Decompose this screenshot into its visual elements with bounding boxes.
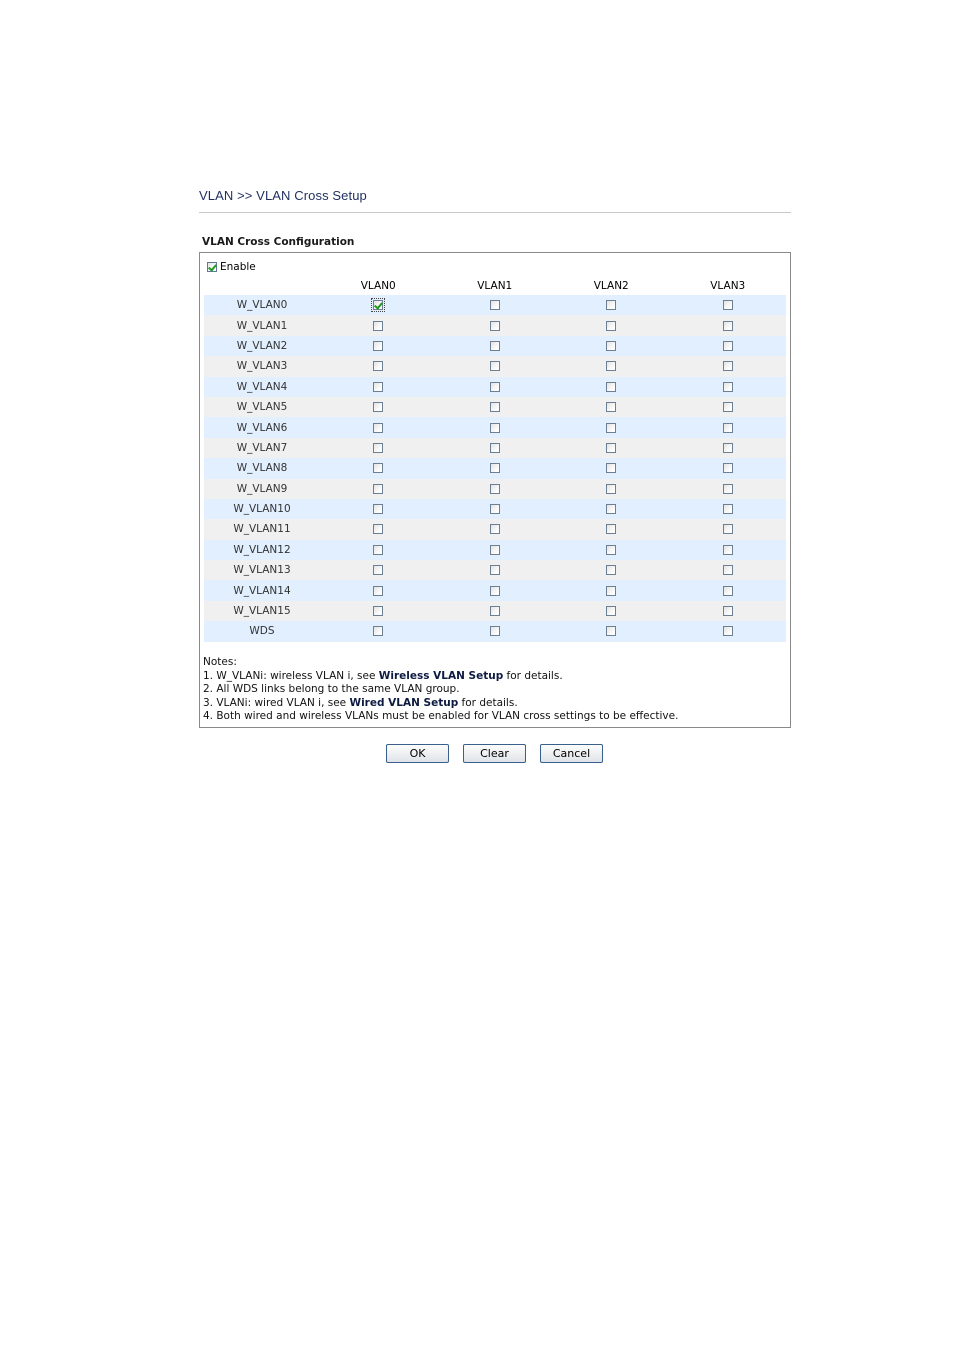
note-1-suffix: for details. <box>503 669 563 682</box>
grid-cell <box>670 626 787 636</box>
cross-checkbox-w-vlan11-vlan3[interactable] <box>723 524 733 534</box>
cross-checkbox-w-vlan11-vlan0[interactable] <box>373 524 383 534</box>
table-row <box>204 560 786 580</box>
table-row <box>204 458 786 478</box>
grid-cell <box>670 545 787 555</box>
grid-cell <box>320 606 437 616</box>
grid-cell <box>320 626 437 636</box>
notes <box>203 656 678 724</box>
notes-heading: Notes: <box>203 656 237 668</box>
grid-cell <box>437 586 554 596</box>
row-label: W_VLAN11 <box>233 523 291 536</box>
grid-cell <box>553 321 670 331</box>
row-label: W_VLAN7 <box>236 441 288 454</box>
cross-checkbox-w-vlan8-vlan2[interactable] <box>606 463 616 473</box>
grid-cell <box>670 361 787 371</box>
cross-checkbox-w-vlan7-vlan2[interactable] <box>606 443 616 453</box>
grid-cell <box>437 321 554 331</box>
table-row <box>204 580 786 600</box>
grid-cell <box>670 606 787 616</box>
table-row <box>204 377 786 397</box>
grid-header <box>204 277 786 295</box>
cross-checkbox-w-vlan9-vlan3[interactable] <box>723 484 733 494</box>
cross-checkbox-w-vlan7-vlan3[interactable] <box>723 443 733 453</box>
grid-cell <box>670 321 787 331</box>
grid-cell <box>553 626 670 636</box>
table-row <box>204 336 786 356</box>
grid-cell <box>670 341 787 351</box>
cross-checkbox-w-vlan4-vlan0[interactable] <box>373 382 383 392</box>
cross-checkbox-w-vlan6-vlan2[interactable] <box>606 423 616 433</box>
cross-checkbox-w-vlan5-vlan1[interactable] <box>490 402 500 412</box>
table-row <box>204 601 786 621</box>
cross-checkbox-w-vlan0-vlan0[interactable] <box>373 300 383 310</box>
cross-checkbox-w-vlan10-vlan2[interactable] <box>606 504 616 514</box>
table-row <box>204 540 786 560</box>
cross-checkbox-w-vlan10-vlan0[interactable] <box>373 504 383 514</box>
grid-cell <box>670 423 787 433</box>
cross-checkbox-w-vlan15-vlan3[interactable] <box>723 606 733 616</box>
cross-checkbox-w-vlan5-vlan3[interactable] <box>723 402 733 412</box>
grid-cell <box>437 626 554 636</box>
cross-checkbox-w-vlan5-vlan2[interactable] <box>606 402 616 412</box>
note-2: 2. All WDS links belong to the same VLAN group. <box>203 683 460 695</box>
enable-toggle[interactable] <box>207 261 256 273</box>
column-header-vlan2: VLAN2 <box>593 280 629 292</box>
cross-checkbox-w-vlan0-vlan3[interactable] <box>723 300 733 310</box>
grid-cell <box>553 484 670 494</box>
grid-cell <box>670 463 787 473</box>
ok-button[interactable]: OK <box>386 744 449 763</box>
grid-cell <box>320 341 437 351</box>
cross-checkbox-w-vlan13-vlan0[interactable] <box>373 565 383 575</box>
cross-checkbox-wds-vlan2[interactable] <box>606 626 616 636</box>
grid-cell <box>320 382 437 392</box>
row-label: W_VLAN13 <box>233 564 291 577</box>
cross-checkbox-w-vlan3-vlan0[interactable] <box>373 361 383 371</box>
cross-checkbox-w-vlan7-vlan0[interactable] <box>373 443 383 453</box>
grid-cell <box>670 524 787 534</box>
grid-cell <box>437 443 554 453</box>
cross-checkbox-w-vlan0-vlan2[interactable] <box>606 300 616 310</box>
cross-checkbox-w-vlan7-vlan1[interactable] <box>490 443 500 453</box>
grid-cell <box>437 341 554 351</box>
cross-checkbox-w-vlan1-vlan0[interactable] <box>373 321 383 331</box>
grid-cell <box>320 524 437 534</box>
cross-checkbox-w-vlan8-vlan1[interactable] <box>490 463 500 473</box>
grid-cell <box>437 606 554 616</box>
wireless-vlan-setup-link[interactable]: Wireless VLAN Setup <box>378 669 504 682</box>
cross-checkbox-w-vlan14-vlan3[interactable] <box>723 586 733 596</box>
cross-checkbox-wds-vlan1[interactable] <box>490 626 500 636</box>
grid-cell <box>320 565 437 575</box>
breadcrumb: VLAN >> VLAN Cross Setup <box>199 188 367 203</box>
grid-cell <box>320 504 437 514</box>
grid-cell <box>553 545 670 555</box>
cross-checkbox-w-vlan4-vlan3[interactable] <box>723 382 733 392</box>
cross-checkbox-w-vlan6-vlan1[interactable] <box>490 423 500 433</box>
cross-checkbox-w-vlan12-vlan1[interactable] <box>490 545 500 555</box>
cross-checkbox-w-vlan15-vlan1[interactable] <box>490 606 500 616</box>
cross-checkbox-w-vlan2-vlan3[interactable] <box>723 341 733 351</box>
cross-checkbox-w-vlan12-vlan0[interactable] <box>373 545 383 555</box>
grid-cell <box>320 321 437 331</box>
cross-checkbox-w-vlan10-vlan3[interactable] <box>723 504 733 514</box>
grid-cell <box>437 524 554 534</box>
cross-checkbox-w-vlan8-vlan3[interactable] <box>723 463 733 473</box>
grid-cell <box>437 484 554 494</box>
grid-cell <box>320 463 437 473</box>
grid-cell <box>670 504 787 514</box>
grid-cell <box>320 300 437 310</box>
cross-checkbox-w-vlan14-vlan0[interactable] <box>373 586 383 596</box>
grid-cell <box>437 382 554 392</box>
enable-checkbox[interactable] <box>207 262 217 272</box>
cross-checkbox-w-vlan11-vlan2[interactable] <box>606 524 616 534</box>
grid-cell <box>553 443 670 453</box>
section-title: VLAN Cross Configuration <box>202 236 355 248</box>
grid-cell <box>437 423 554 433</box>
cross-checkbox-w-vlan9-vlan1[interactable] <box>490 484 500 494</box>
grid-cell <box>553 361 670 371</box>
note-3-suffix: for details. <box>458 696 518 709</box>
cross-checkbox-w-vlan3-vlan3[interactable] <box>723 361 733 371</box>
cross-checkbox-w-vlan1-vlan3[interactable] <box>723 321 733 331</box>
row-label: W_VLAN4 <box>236 380 288 393</box>
cross-checkbox-w-vlan14-vlan2[interactable] <box>606 586 616 596</box>
row-label: W_VLAN14 <box>233 584 291 597</box>
cross-checkbox-w-vlan14-vlan1[interactable] <box>490 586 500 596</box>
grid-cell <box>320 586 437 596</box>
row-label: W_VLAN10 <box>233 503 291 516</box>
grid-cell <box>437 463 554 473</box>
cross-checkbox-w-vlan12-vlan2[interactable] <box>606 545 616 555</box>
table-row <box>204 295 786 315</box>
row-label: W_VLAN0 <box>236 299 288 312</box>
cross-checkbox-w-vlan1-vlan2[interactable] <box>606 321 616 331</box>
wired-vlan-setup-link[interactable]: Wired VLAN Setup <box>349 696 459 709</box>
table-row <box>204 621 786 641</box>
row-label: W_VLAN9 <box>236 482 288 495</box>
note-4: 4. Both wired and wireless VLANs must be enabled for VLAN cross settings to be effective. <box>203 710 679 722</box>
cross-checkbox-w-vlan11-vlan1[interactable] <box>490 524 500 534</box>
grid-cell <box>670 382 787 392</box>
note-3 <box>203 697 678 711</box>
cross-checkbox-w-vlan10-vlan1[interactable] <box>490 504 500 514</box>
note-1 <box>203 670 678 684</box>
note-1-text: 1. W_VLANi: wireless VLAN i, see <box>203 669 379 682</box>
cross-checkbox-w-vlan2-vlan1[interactable] <box>490 341 500 351</box>
table-row <box>204 479 786 499</box>
grid-cell <box>553 504 670 514</box>
cross-checkbox-w-vlan9-vlan0[interactable] <box>373 484 383 494</box>
table-row <box>204 356 786 376</box>
grid-cell <box>320 402 437 412</box>
grid-cell <box>553 300 670 310</box>
grid-cell <box>553 463 670 473</box>
grid-cell <box>437 504 554 514</box>
grid-cell <box>553 586 670 596</box>
grid-cell <box>553 524 670 534</box>
grid-cell <box>320 423 437 433</box>
grid-cell <box>437 402 554 412</box>
grid-cell <box>320 545 437 555</box>
row-label: W_VLAN5 <box>236 401 288 414</box>
grid-cell <box>437 300 554 310</box>
cross-checkbox-w-vlan12-vlan3[interactable] <box>723 545 733 555</box>
cross-checkbox-w-vlan4-vlan1[interactable] <box>490 382 500 392</box>
cross-checkbox-w-vlan13-vlan2[interactable] <box>606 565 616 575</box>
grid-cell <box>670 484 787 494</box>
table-row <box>204 417 786 437</box>
grid-cell <box>553 565 670 575</box>
cross-checkbox-w-vlan3-vlan1[interactable] <box>490 361 500 371</box>
cross-checkbox-w-vlan2-vlan2[interactable] <box>606 341 616 351</box>
table-row <box>204 519 786 539</box>
cross-checkbox-w-vlan5-vlan0[interactable] <box>373 402 383 412</box>
grid-cell <box>553 606 670 616</box>
cross-checkbox-w-vlan13-vlan1[interactable] <box>490 565 500 575</box>
cross-checkbox-w-vlan6-vlan0[interactable] <box>373 423 383 433</box>
title-divider <box>199 212 791 213</box>
grid-cell <box>670 443 787 453</box>
grid-cell <box>553 402 670 412</box>
cross-checkbox-w-vlan8-vlan0[interactable] <box>373 463 383 473</box>
grid-cell <box>670 565 787 575</box>
row-label: W_VLAN12 <box>233 543 291 556</box>
column-header-vlan1: VLAN1 <box>477 280 513 292</box>
grid-cell <box>553 423 670 433</box>
grid-cell <box>670 402 787 412</box>
table-row <box>204 397 786 417</box>
grid-cell <box>670 586 787 596</box>
clear-button[interactable]: Clear <box>463 744 526 763</box>
enable-label: Enable <box>220 261 256 273</box>
row-label: W_VLAN2 <box>236 339 288 352</box>
row-label: W_VLAN3 <box>236 360 288 373</box>
table-row <box>204 499 786 519</box>
grid-cell <box>437 545 554 555</box>
row-label: WDS <box>249 625 275 638</box>
grid-cell <box>320 361 437 371</box>
grid-cell <box>320 443 437 453</box>
table-row <box>204 315 786 335</box>
column-header-vlan3: VLAN3 <box>710 280 746 292</box>
cross-checkbox-w-vlan15-vlan2[interactable] <box>606 606 616 616</box>
grid-cell <box>670 300 787 310</box>
cross-checkbox-w-vlan0-vlan1[interactable] <box>490 300 500 310</box>
row-label: W_VLAN8 <box>236 462 288 475</box>
grid-cell <box>437 565 554 575</box>
action-buttons <box>386 744 603 763</box>
cross-checkbox-w-vlan15-vlan0[interactable] <box>373 606 383 616</box>
cross-checkbox-w-vlan3-vlan2[interactable] <box>606 361 616 371</box>
grid-cell <box>320 484 437 494</box>
grid-cell <box>437 361 554 371</box>
column-header-vlan0: VLAN0 <box>360 280 396 292</box>
note-3-text: 3. VLANi: wired VLAN i, see <box>203 696 350 709</box>
cross-checkbox-wds-vlan0[interactable] <box>373 626 383 636</box>
cross-checkbox-w-vlan6-vlan3[interactable] <box>723 423 733 433</box>
row-label: W_VLAN6 <box>236 421 288 434</box>
grid-cell <box>553 382 670 392</box>
cross-checkbox-w-vlan4-vlan2[interactable] <box>606 382 616 392</box>
row-label: W_VLAN1 <box>236 319 288 332</box>
row-label: W_VLAN15 <box>233 605 291 618</box>
cross-checkbox-w-vlan2-vlan0[interactable] <box>373 341 383 351</box>
vlan-cross-config-panel <box>199 252 791 728</box>
grid-cell <box>553 341 670 351</box>
cross-checkbox-w-vlan9-vlan2[interactable] <box>606 484 616 494</box>
cross-checkbox-w-vlan13-vlan3[interactable] <box>723 565 733 575</box>
cancel-button[interactable]: Cancel <box>540 744 603 763</box>
cross-checkbox-wds-vlan3[interactable] <box>723 626 733 636</box>
cross-checkbox-w-vlan1-vlan1[interactable] <box>490 321 500 331</box>
vlan-cross-grid <box>204 277 786 642</box>
table-row <box>204 438 786 458</box>
